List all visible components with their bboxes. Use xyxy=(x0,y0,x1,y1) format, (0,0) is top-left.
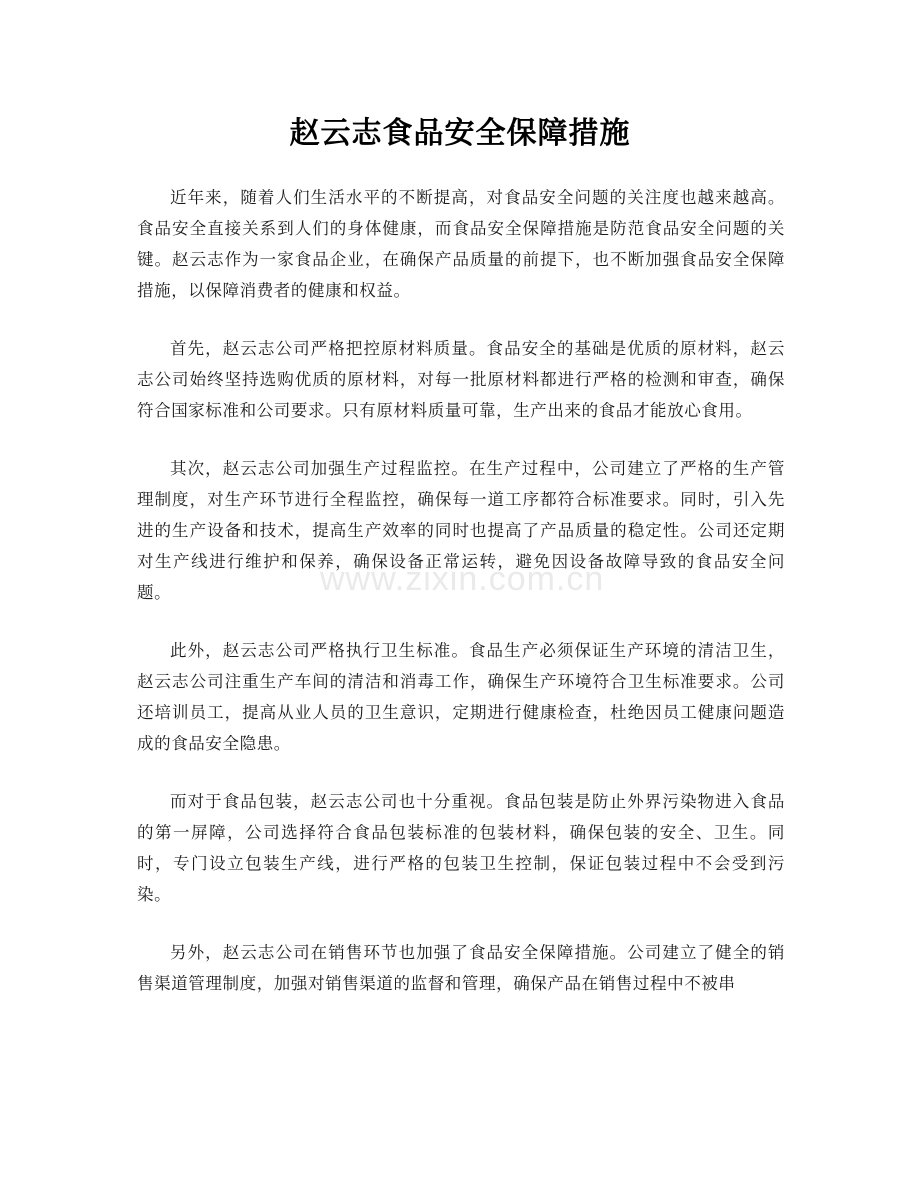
document-body xyxy=(137,182,785,1026)
paragraph-production-monitoring: 其次，赵云志公司加强生产过程监控。在生产过程中，公司建立了严格的生产管理制度，对生产环节进行全程监控，确保每一道工序都符合标准要求。同时，引入先进的生产设备和技术，提高生产效率的同时也提高了产品质量的稳定性。公司还定期对生产线进行维护和保养，确保设备正常运转，避免因设备故障导致的食品安全问题。 xyxy=(137,459,785,602)
paragraph-sales: 另外，赵云志公司在销售环节也加强了食品安全保障措施。公司建立了健全的销售渠道管理制度，加强对销售渠道的监督和管理，确保产品在销售过程中不被串 xyxy=(137,943,785,993)
paragraph-intro: 近年来，随着人们生活水平的不断提高，对食品安全问题的关注度也越来越高。食品安全直接关系到人们的身体健康，而食品安全保障措施是防范食品安全问题的关键。赵云志作为一家食品企业，在确保产品质量的前提下，也不断加强食品安全保障措施，以保障消费者的健康和权益。 xyxy=(137,188,785,300)
paragraph-raw-materials: 首先，赵云志公司严格把控原材料质量。食品安全的基础是优质的原材料，赵云志公司始终坚持选购优质的原材料，对每一批原材料都进行严格的检测和审查，确保符合国家标准和公司要求。只有原材料质量可靠，生产出来的食品才能放心食用。 xyxy=(137,339,785,420)
document-title: 赵云志食品安全保障措施 xyxy=(289,116,631,151)
paragraph-packaging: 而对于食品包装，赵云志公司也十分重视。食品包装是防止外界污染物进入食品的第一屏障，公司选择符合食品包装标准的包装材料，确保包装的安全、卫生。同时，专门设立包装生产线，进行严格的包装卫生控制，保证包装过程中不会受到污染。 xyxy=(137,792,785,904)
watermark: www.zixin.com.cn xyxy=(320,560,605,598)
paragraph-hygiene-standards: 此外，赵云志公司严格执行卫生标准。食品生产必须保证生产环境的清洁卫生，赵云志公司注重生产车间的清洁和消毒工作，确保生产环境符合卫生标准要求。公司还培训员工，提高从业人员的卫生意识，定期进行健康检查，杜绝因员工健康问题造成的食品安全隐患。 xyxy=(137,641,785,753)
